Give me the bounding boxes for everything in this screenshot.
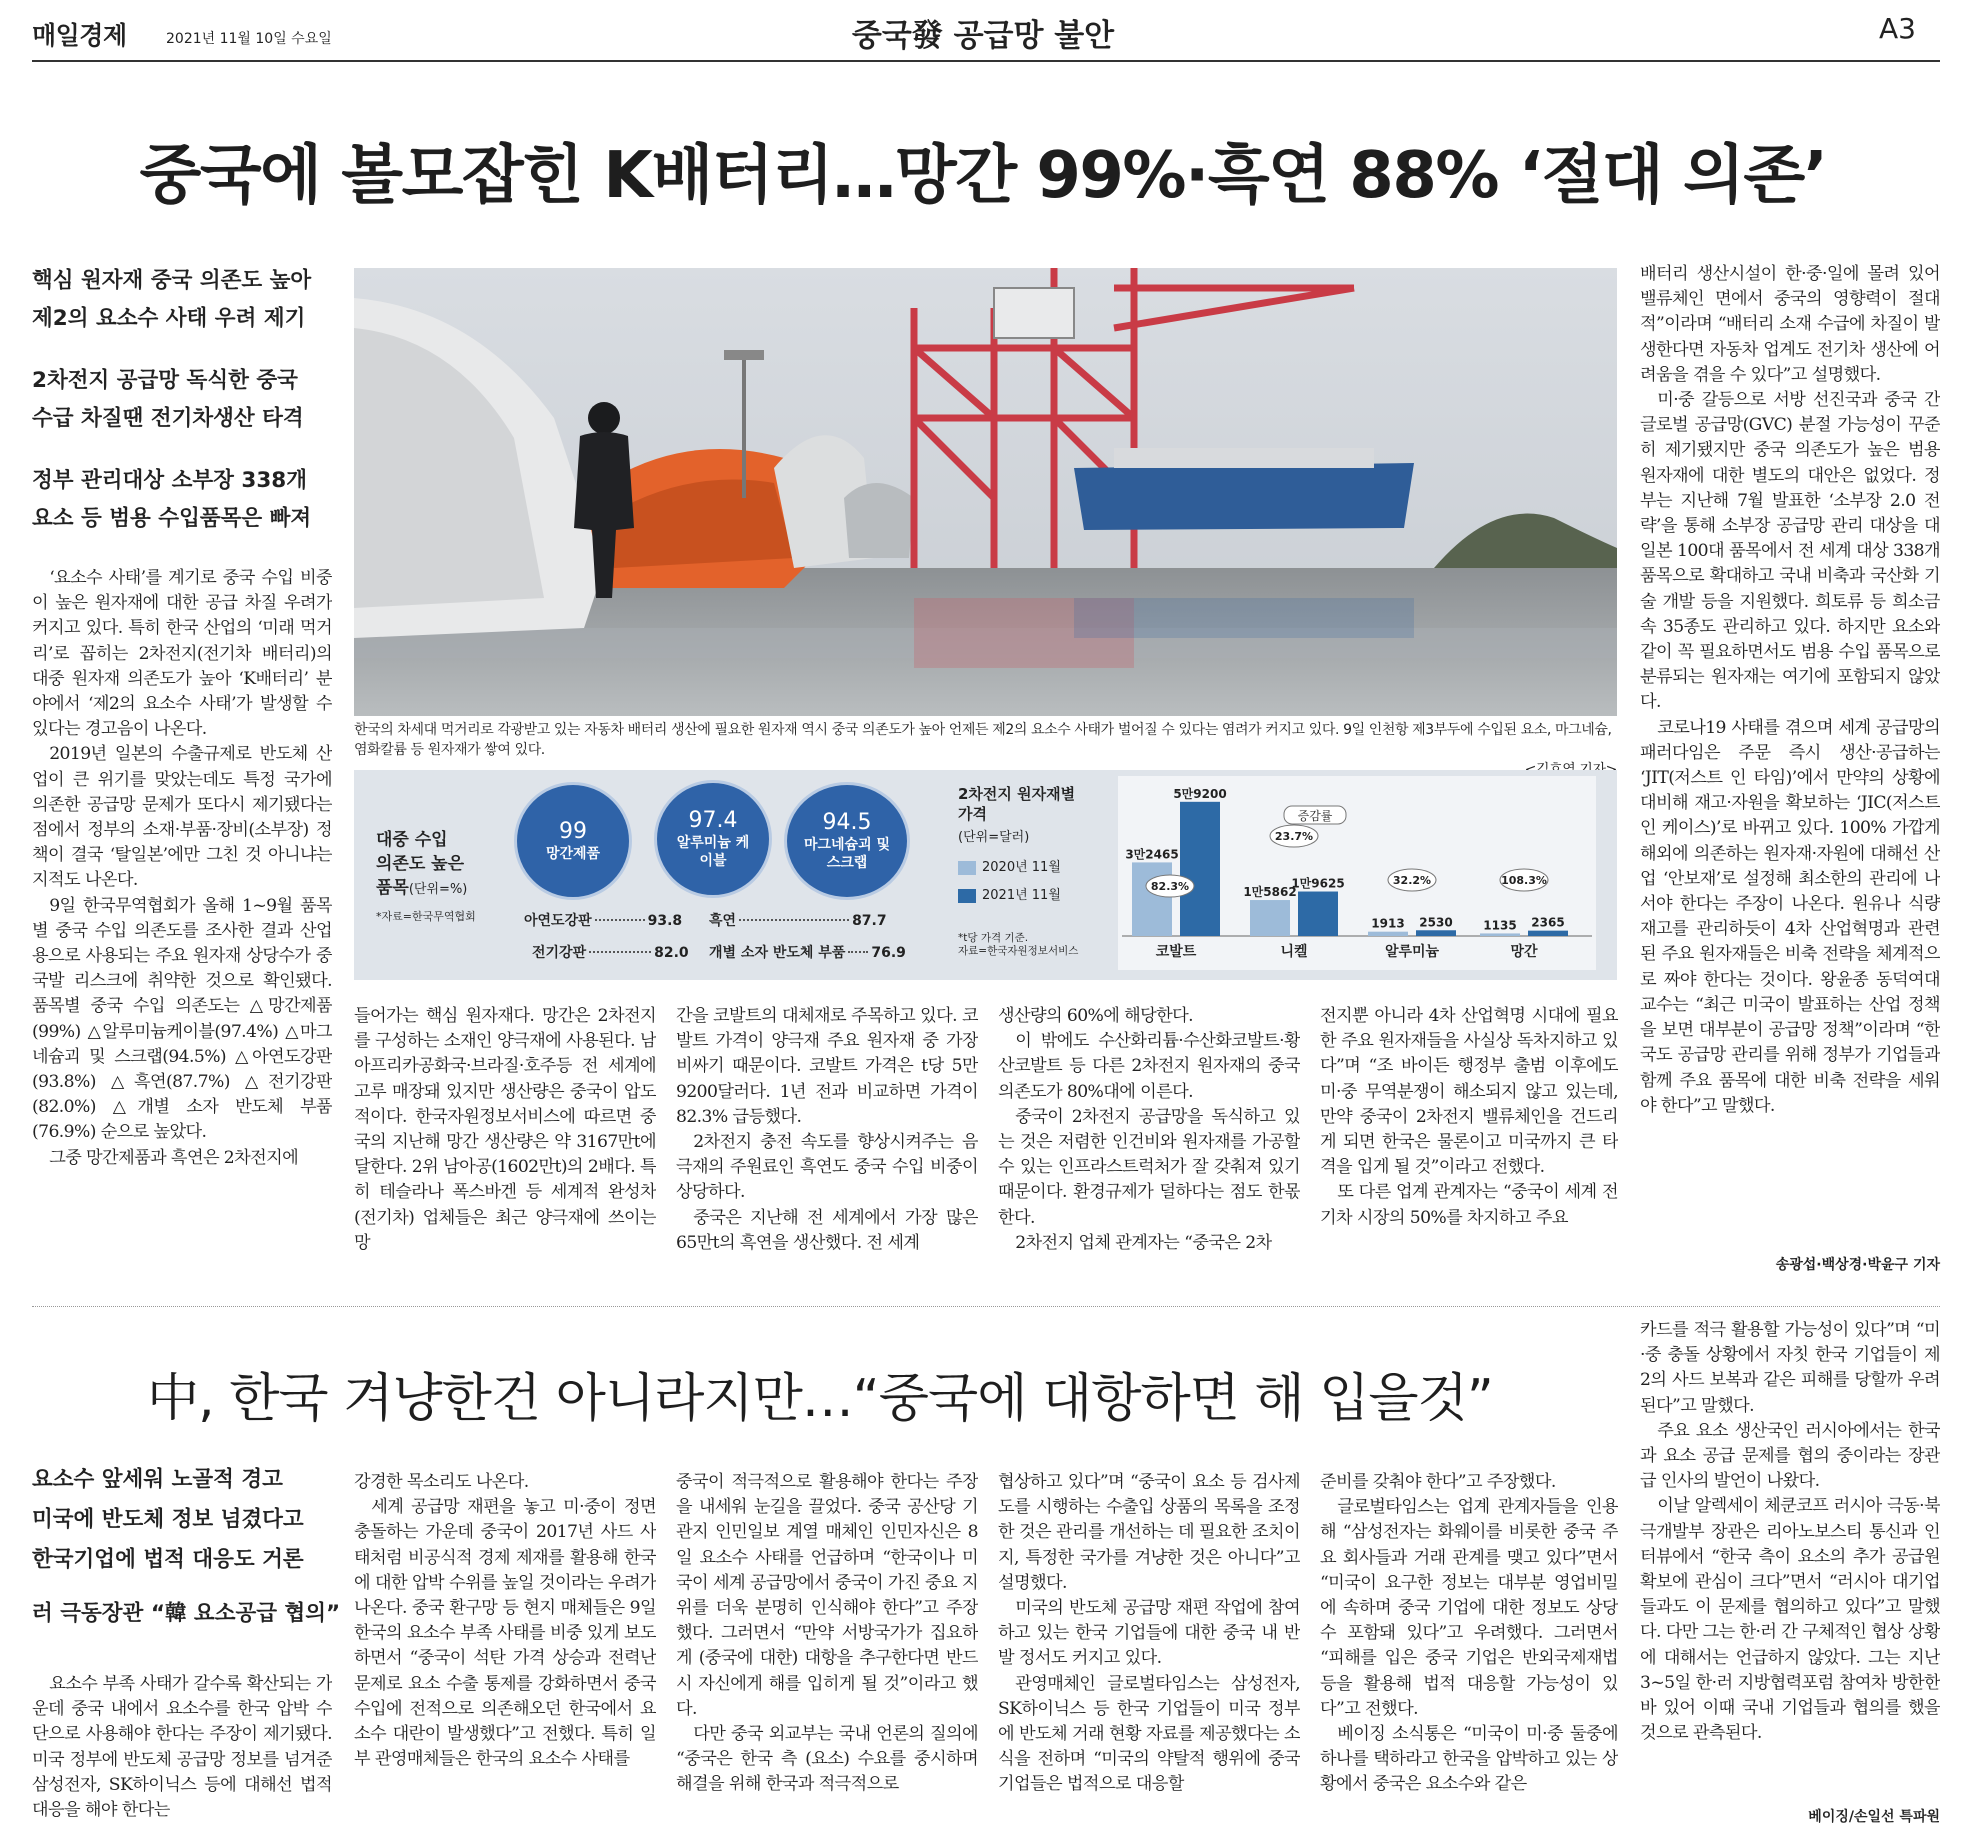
- article1-column-4: [998, 1004, 1300, 1280]
- change-rate-label: 108.3%: [1501, 874, 1547, 887]
- paragraph: 베이징 소식통은 “미국이 미·중 둘중에 하나를 택하라고 한국을 압박하고 있는 상황에서 중국은 요소수와 같은: [1320, 1724, 1618, 1795]
- paragraph: 9일 한국무역협회가 올해 1~9월 품목별 중국 수입 의존도를 조사한 결과 산업용으로 사용되는 주요 원자재 상당수가 중국발 리스크에 취약한 것으로 확인됐다. 품목별 중국 수입 의존도는 △망간제품(99%) △알루미늄케이블(97.4%) △마그네슘괴 및 스크랩(94.5%) △아연도강판(93.8%) △흑연(87.7%) △전기강판(82.0%) △개별 소자 반도체 부품(76.9%) 순으로 높았다.: [32, 895, 332, 1143]
- article2-column-5: [1320, 1470, 1618, 1826]
- subhead: 한국기업에 법적 대응도 거론: [32, 1547, 304, 1572]
- header-rule: [32, 60, 1940, 62]
- paragraph: 생산량의 60%에 해당한다.: [998, 1006, 1194, 1026]
- article-divider: [32, 1306, 1940, 1307]
- title-line: 대중 수입: [376, 830, 448, 850]
- row-label: 전기강판: [532, 945, 587, 961]
- title-line: 품목: [376, 878, 409, 898]
- bubble-label: 알루미늄 케이블: [676, 835, 750, 869]
- article2-byline: 베이징/손일선 특파원: [1808, 1809, 1940, 1825]
- paragraph: 배터리 생산시설이 한·중·일에 몰려 있어 밸류체인 면에서 중국의 영향력이 절대적”이라며 “배터리 소재 수급에 차질이 발생한다면 자동차 업계도 전기차 생산에 어려움을 겪을 수 있다”고 설명했다.: [1640, 264, 1940, 385]
- bar-니켈-2021: [1298, 892, 1338, 936]
- subhead: 2차전지 공급망 독식한 중국: [32, 368, 298, 393]
- subhead: 수급 차질땐 전기차생산 타격: [32, 406, 304, 431]
- bar-알루미늄-2020: [1368, 932, 1408, 936]
- bar-value-label: 1만5862: [1243, 885, 1297, 900]
- bar-value-label: 2365: [1531, 915, 1565, 930]
- legend-swatch-2021: [958, 889, 976, 903]
- paragraph: 그중 망간제품과 흑연은 2차전지에: [49, 1147, 299, 1168]
- paragraph: 협상하고 있다”며 “중국이 요소 등 검사제도를 시행하는 수출입 상품의 목록을 조정한 것은 관리를 개선하는 데 필요한 조치이지, 특정한 국가를 겨냥한 것은 아니다”고 설명했다.: [998, 1472, 1300, 1593]
- row-value: 76.9: [871, 945, 906, 961]
- bubble-manganese: [514, 782, 632, 900]
- paragraph: 간을 코발트의 대체재로 주목하고 있다. 코발트 가격이 양극재 주요 원자재 중 가장 비싸기 때문이다. 코발트 가격은 t당 5만9200달러다. 1년 전과 비교하면 가격이 82.3% 급등했다.: [676, 1006, 978, 1127]
- chart-title: 2차전지 원자재별 가격: [958, 785, 1076, 823]
- category-label: 망간: [1510, 944, 1538, 960]
- article1-column-6: [1640, 262, 1940, 1252]
- bar-니켈-2020: [1250, 900, 1290, 936]
- paragraph: 세계 공급망 재편을 놓고 미·중이 정면충돌하는 가운데 중국이 2017년 사드 사태처럼 비공식적 경제 제재를 활용해 한국에 대한 압박 수위를 높일 것이라는 우려가 나온다. 중국 환구망 등 현지 매체들은 9일 한국의 요소수 부족 사태를 비중 있게 보도하면서 “중국이 석탄 가격 상승과 전력난 문제로 요소 수출 통제를 강화하면서 중국 수입에 전적으로 의존해오던 한국에서 요소수 대란이 발생했다”고 전했다. 특히 일부 관영매체들은 한국의 요소수 사태를: [354, 1497, 656, 1770]
- paragraph: 전지뿐 아니라 4차 산업혁명 시대에 필요한 주요 원자재들을 사실상 독차지하고 있다”며 “조 바이든 행정부 출범 이후에도 미·중 무역분쟁이 해소되지 않고 있는데, 만약 중국이 2차전지 밸류체인을 건드리게 되면 한국은 물론이고 미국까지 큰 타격을 입게 될 것”이라고 전했다.: [1320, 1006, 1618, 1178]
- paragraph: 2019년 일본의 수출규제로 반도체 산업이 큰 위기를 맞았는데도 특정 국가에 의존한 공급망 문제가 또다시 제기됐다는 점에서 정부의 소재·부품·장비(소부장) 정책이 결국 ‘탈일본’에만 그친 것 아니냐는 지적도 나온다.: [32, 744, 332, 891]
- infographic-title: [376, 828, 467, 902]
- category-label: 니켈: [1280, 944, 1308, 960]
- subhead: 정부 관리대상 소부장 338개: [32, 468, 308, 493]
- legend-box-label: 증감률: [1297, 809, 1333, 823]
- paragraph: 이 밖에도 수산화리튬·수산화코발트·황산코발트 등 다른 2차전지 원자재의 중국 의존도가 80%대에 이른다.: [998, 1031, 1300, 1102]
- article1-column-5: [1320, 1004, 1618, 1280]
- change-rate-label: 23.7%: [1274, 830, 1314, 843]
- paragraph: 2차전지 충전 속도를 향상시켜주는 음극재의 주원료인 흑연도 중국 수입 비중이 상당하다.: [676, 1132, 978, 1203]
- paragraph: 카드를 적극 활용할 가능성이 있다”며 “미·중 충돌 상황에서 자칫 한국 기업들이 제2의 사드 보복과 같은 피해를 당할까 우려된다”고 말했다.: [1640, 1320, 1940, 1416]
- port-photo-image: [354, 268, 1617, 716]
- paragraph: 글로벌타임스는 업계 관계자들을 인용해 “삼성전자는 화웨이를 비롯한 중국 주요 회사들과 거래 관계를 맺고 있다”면서 “미국이 요구한 정보는 대부분 영업비밀에 속하며 중국 기업에 대한 정보도 상당수 포함돼 있다”고 우려했다. 그러면서 “피해를 입은 중국 기업은 반외국제재법 등을 활용해 법적 대응할 가능성이 있다”고 전했다.: [1320, 1497, 1618, 1719]
- row-value: 87.7: [852, 913, 887, 929]
- paragraph: 코로나19 사태를 겪으며 세계 공급망의 패러다임은 주문 즉시 생산·공급하는 ‘JIT(저스트 인 타임)’에서 만약의 상황에 대비해 재고·자원을 확보하는 ‘JIC(저스트 인 케이스)’로 바뀌고 있다. 100% 가깝게 해외에 의존하는 원자재·자원에 대해선 산업 ‘안보재’로 설정해 최소한의 관리에 나서야 한다는 주장이 나온다. 원유나 식량 재고를 관리하듯이 4차 산업혁명과 관련된 주요 원자재들은 비축 전략을 체계적으로 짜야 한다는 것이다. 왕윤종 동덕여대 교수는 “최근 미국이 발표하는 산업 정책을 보면 대부분이 공급망 정책”이라며 “한국도 공급망 관리를 위해 정부가 기업들과 함께 주요 품목에 대한 비축 전략을 세워야 한다”고 말했다.: [1640, 717, 1940, 1116]
- paragraph: 요소수 부족 사태가 갈수록 확산되는 가운데 중국 내에서 요소수를 한국 압박 수단으로 사용해야 한다는 주장이 제기됐다. 미국 정부에 반도체 공급망 정보를 넘겨준 삼성전자, SK하이닉스 등에 대해선 법적 대응을 해야 한다는: [32, 1674, 332, 1821]
- row-galvanized-steel: [524, 910, 682, 930]
- bar-알루미늄-2021: [1416, 930, 1456, 936]
- subhead: 미국에 반도체 정보 넘겼다고: [32, 1507, 304, 1532]
- infographic-source: *자료=한국무역협회: [376, 910, 476, 923]
- chart-notes: [958, 932, 1078, 958]
- bubble-magnesium: [784, 782, 910, 900]
- category-label: 코발트: [1155, 944, 1197, 960]
- paragraph: 주요 요소 생산국인 러시아에서는 한국과 요소 공급 문제를 협의 중이라는 장관급 인사의 발언이 나왔다.: [1640, 1420, 1940, 1492]
- price-chart-svg: [1118, 776, 1596, 970]
- paragraph: 이날 알렉세이 체쿤코프 러시아 극동·북극개발부 장관은 리아노보스티 통신과 인터뷰에서 “한국 측이 요소의 추가 공급원 확보에 관심이 크다”면서 “러시아 대기업들과도 이 문제를 협의하고 있다”고 말했다. 다만 그는 한·러 간 구체적인 협상 상황에 대해서는 언급하지 않았다. 그는 지난 3~5일 한·러 지방협력포럼 참여차 방한한 바 있어 이때 국내 기업들과 협의를 했을 것으로 관측된다.: [1640, 1496, 1940, 1744]
- bar-value-label: 3만2465: [1125, 847, 1179, 862]
- row-value: 82.0: [654, 945, 689, 961]
- chart-legend: [958, 854, 1061, 910]
- paragraph: 미국의 반도체 공급망 재편 작업에 참여하고 있는 한국 기업들에 대한 중국 내 반발 정서도 커지고 있다.: [998, 1598, 1300, 1669]
- paragraph: 다만 중국 외교부는 국내 언론의 질의에 “중국은 한국 측 (요소) 수요를 중시하며 해결을 위해 한국과 적극적으로: [676, 1724, 978, 1795]
- legend-swatch-2020: [958, 861, 976, 875]
- issue-date: 2021년 11월 10일 수요일: [166, 31, 332, 47]
- article2-column-2: [354, 1470, 656, 1826]
- row-discrete-semiconductor: [709, 942, 906, 962]
- row-label: 개별 소자 반도체 부품: [709, 945, 846, 961]
- category-label: 알루미늄: [1384, 944, 1440, 960]
- main-headline: 중국에 볼모잡힌 K배터리…망간 99%·흑연 88% ‘절대 의존’: [139, 139, 1827, 213]
- bar-value-label: 5만9200: [1173, 786, 1227, 801]
- paragraph: 중국이 적극적으로 활용해야 한다는 주장을 내세워 눈길을 끌었다. 중국 공산당 기관지 인민일보 계열 매체인 인민자신은 8일 요소수 사태를 언급하며 “한국이나 미국이 세계 공급망에서 중국이 가진 중요 지위를 더욱 분명히 인식해야 한다”고 주장했다. 그러면서 “만약 서방국가가 집요하게 (중국에 대한) 대항을 추구한다면 반드시 자신에게 해를 입히게 될 것”이라고 했다.: [676, 1472, 978, 1719]
- paragraph: 관영매체인 글로벌타임스는 삼성전자, SK하이닉스 등 한국 기업들이 미국 정부에 반도체 거래 현황 자료를 제공했다는 소식을 전하며 “미국의 약탈적 행위에 중국 기업들은 법적으로 대응할: [998, 1673, 1300, 1795]
- page-number: A3: [1879, 12, 1916, 45]
- paragraph: 중국은 지난해 전 세계에서 가장 많은 65만t의 흑연을 생산했다. 전 세계: [676, 1207, 978, 1253]
- bar-코발트-2020: [1132, 862, 1172, 936]
- bubble-label: 마그네슘괴 및 스크랩: [803, 837, 891, 871]
- paragraph: 들어가는 핵심 원자재다. 망간은 2차전지를 구성하는 소재인 양극재에 사용된다. 남아프리카공화국·브라질·호주등 전 세계에 고루 매장돼 있지만 생산량은 중국이 압도적이다. 한국자원정보서비스에 따르면 중국의 지난해 망간 생산량은 약 3167만t에 달한다. 2위 남아공(1602만t)의 2배다. 특히 테슬라나 폭스바겐 등 세계적 완성차(전기차) 업체들은 최근 양극재에 쓰이는 망: [354, 1006, 656, 1253]
- subhead: 러 극동장관 “韓 요소공급 협의”: [32, 1601, 341, 1626]
- paragraph: 중국이 2차전지 공급망을 독식하고 있는 것은 저렴한 인건비와 원자재를 가공할 수 있는 인프라스트럭처가 잘 갖춰져 있기 때문이다. 환경규제가 덜하다는 점도 한몫한다.: [998, 1106, 1300, 1228]
- bubble-label: 망간제품: [545, 846, 601, 862]
- article2-column-6: [1640, 1318, 1940, 1804]
- article2-headline: 中, 한국 겨냥한건 아니라지만…“중국에 대항하면 해 입을것”: [147, 1369, 1493, 1429]
- chart-source: 자료=한국자원정보서비스: [958, 945, 1079, 957]
- paragraph: 미·중 갈등으로 서방 선진국과 중국 간 글로벌 공급망(GVC) 분절 가능성이 꾸준히 제기됐지만 중국 의존도가 높은 범용 원자재에 대한 별도의 대안은 없었다. 정부는 지난해 7월 발표한 ‘소부장 2.0 전략’을 통해 소부장 공급망 관리 대상을 대일본 100대 품목에서 전 세계 대상 338개 품목으로 확대하고 국내 비축과 국산화 기술 개발 등을 지원했다. 희토류 등 희소금속 35종도 관리하고 있다. 하지만 요소와 같이 꼭 필요하면서도 범용 수입 품목으로 분류되는 원자재는 여기에 포함되지 않았다.: [1640, 390, 1940, 713]
- paragraph: 강경한 목소리도 나온다.: [354, 1472, 529, 1492]
- article1-column-3: [676, 1004, 978, 1280]
- bar-망간-2020: [1480, 933, 1520, 936]
- paragraph: 또 다른 업계 관계자는 “중국이 세계 전기차 시장의 50%를 차지하고 주요: [1320, 1182, 1618, 1228]
- change-rate-label: 32.2%: [1392, 874, 1432, 887]
- bubble-value: 97.4: [688, 808, 738, 833]
- change-rate-label: 82.3%: [1150, 880, 1190, 893]
- row-graphite: [709, 910, 887, 930]
- subhead: 제2의 요소수 사태 우려 제기: [32, 306, 306, 331]
- subhead: 요소 등 범용 수입품목은 빠져: [32, 506, 312, 531]
- article2-column-3: [676, 1470, 978, 1826]
- article2-column-4: [998, 1470, 1300, 1826]
- paragraph: ‘요소수 사태’를 계기로 중국 수입 비중이 높은 원자재에 대한 공급 차질 우려가 커지고 있다. 특히 한국 산업의 ‘미래 먹거리’로 꼽히는 2차전지(전기차 배터리)의 대중 원자재 의존도가 높아 ‘K배터리’ 분야에서 ‘제2의 요소수 사태’가 발생할 수 있다는 경고음이 나온다.: [32, 568, 332, 740]
- caption-text: 한국의 차세대 먹거리로 각광받고 있는 자동차 배터리 생산에 필요한 원자재 역시 중국 의존도가 높아 언제든 제2의 요소수 사태가 벌어질 수 있다는 염려가 커지고 있다. 9일 인천항 제3부두에 수입된 요소, 마그네슘, 염화칼륨 등 원자재가 쌓여 있다.: [354, 722, 1612, 758]
- bar-망간-2021: [1528, 931, 1568, 936]
- unit-label: (단위=%): [408, 882, 468, 897]
- article1-column-1: [32, 566, 332, 1280]
- bar-value-label: 1913: [1371, 916, 1405, 931]
- legend-label-2021: 2021년 11월: [982, 888, 1061, 903]
- bubble-value: 94.5: [822, 810, 872, 835]
- paragraph: 2차전지 업체 관계자는 “중국은 2차: [1015, 1232, 1272, 1253]
- subhead: 핵심 원자재 중국 의존도 높아: [32, 268, 312, 293]
- chart-note: *t당 가격 기준.: [958, 932, 1029, 944]
- article1-column-2: [354, 1004, 656, 1280]
- row-value: 93.8: [647, 913, 683, 929]
- bar-value-label: 1만9625: [1291, 876, 1345, 891]
- price-chart: [1118, 776, 1596, 970]
- paragraph: 준비를 갖춰야 한다”고 주장했다.: [1320, 1472, 1556, 1492]
- legend-label-2020: 2020년 11월: [982, 860, 1061, 875]
- row-label: 아연도강판: [524, 913, 592, 929]
- section-title: 중국發 공급망 불안: [851, 18, 1115, 54]
- bar-value-label: 2530: [1419, 915, 1453, 930]
- bar-value-label: 1135: [1483, 918, 1517, 933]
- title-line: 의존도 높은: [376, 854, 465, 874]
- newspaper-name: 매일경제: [32, 21, 127, 50]
- article1-byline: 송광섭·백상경·박윤구 기자: [1775, 1257, 1940, 1273]
- row-electrical-steel: [532, 942, 689, 962]
- article2-column-1: [32, 1672, 332, 1826]
- bar-코발트-2021: [1180, 802, 1220, 936]
- article1-subheads: [32, 262, 342, 538]
- row-label: 흑연: [709, 913, 737, 929]
- port-photo: [354, 268, 1617, 716]
- subhead: 요소수 앞세워 노골적 경고: [32, 1467, 283, 1492]
- bubble-aluminum-cable: [654, 780, 772, 898]
- chart-unit: (단위=달러): [958, 830, 1030, 845]
- article2-subheads: [32, 1460, 352, 1634]
- bubble-value: 99: [559, 819, 587, 844]
